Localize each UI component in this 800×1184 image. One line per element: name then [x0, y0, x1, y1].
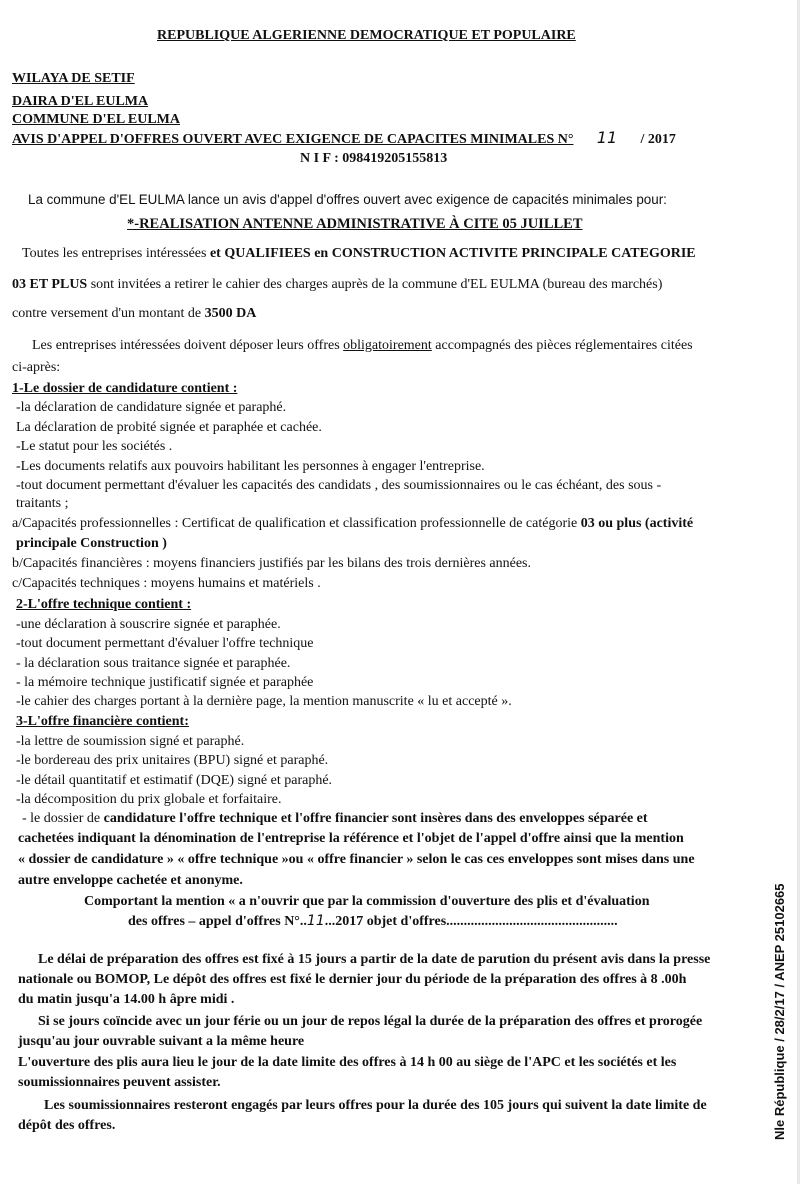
section3-item: -la lettre de soumission signé et paraphé.: [16, 734, 245, 749]
intro-text: La commune d'EL EULMA lance un avis d'appel d'offres ouvert avec exigence de capacités minimales pour:: [28, 192, 667, 207]
invitation-line-1: [22, 245, 696, 262]
avis-number-handwritten: 11: [596, 128, 618, 147]
envelopes-text-bold: candidature l'offre technique et l'offre financier sont insères dans des enveloppes séparée et: [103, 811, 648, 826]
delay-line-7: soumissionnaires peuvent assister.: [18, 1075, 221, 1090]
invitation-line-3: [12, 305, 256, 322]
delay-line-1: Le délai de préparation des offres est fixé à 15 jours a partir de la date de parution du présent avis dans la presse: [38, 952, 711, 967]
requirements-text-2: accompagnés des pièces réglementaires citées: [431, 338, 693, 353]
section2-item: -tout document permettant d'évaluer l'offre technique: [16, 636, 314, 651]
section3-title: 3-L'offre financière contient:: [16, 714, 189, 729]
side-publication-note: Nle République / 28/2/17 / ANEP 25102665: [772, 883, 787, 1140]
section1-title: 1-Le dossier de candidature contient :: [12, 381, 238, 396]
requirements-line-2: ci-après:: [12, 360, 61, 375]
delay-line-9: dépôt des offres.: [18, 1118, 116, 1133]
commune: COMMUNE D'EL EULMA: [12, 112, 180, 127]
envelopes-line-1: [22, 810, 648, 827]
capacity-financial: b/Capacités financières : moyens financiers justifiés par les bilans des trois dernières années.: [12, 556, 531, 571]
section1-item: -tout document permettant d'évaluer les capacités des candidats , des soumissionnaires ou le cas échéant, des sous -: [16, 478, 662, 493]
requirements-text: Les entreprises intéressées doivent déposer leurs offres: [32, 338, 344, 353]
capacity-professional-text: a/Capacités professionnelles : Certificat de qualification et classification professionnelle de catégorie: [12, 516, 581, 531]
section1-item: -Les documents relatifs aux pouvoirs habilitant les personnes à engager l'entreprise.: [16, 459, 485, 474]
wilaya: WILAYA DE SETIF: [12, 71, 135, 86]
invitation-qualification: et QUALIFIEES en CONSTRUCTION ACTIVITE PRINCIPALE CATEGORIE: [209, 246, 696, 261]
avis-title: [12, 129, 676, 148]
section1-item: -Le statut pour les sociétés .: [16, 439, 173, 454]
invitation-line-2: [12, 276, 662, 293]
daira: DAIRA D'EL EULMA: [12, 94, 149, 109]
section3-item: -la décomposition du prix globale et forfaitaire.: [16, 792, 282, 807]
delay-line-4: Si se jours coïncide avec un jour férie ou un jour de repos légal la durée de la préparation des offres et prorogée: [38, 1014, 703, 1029]
mention-text-2: ...2017 objet d'offres.................................................: [324, 914, 618, 929]
envelopes-line-4: autre enveloppe cachetée et anonyme.: [18, 873, 243, 888]
delay-line-3: du matin jusqu'a 14.00 h âpre midi .: [18, 992, 235, 1007]
invitation-amount: 3500 DA: [204, 306, 257, 321]
republic-title: REPUBLIQUE ALGERIENNE DEMOCRATIQUE ET POPULAIRE: [157, 28, 576, 43]
requirements-emphasis: obligatoirement: [343, 338, 432, 353]
envelopes-text: - le dossier de: [22, 811, 104, 826]
section2-title: 2-L'offre technique contient :: [16, 597, 192, 612]
avis-year: / 2017: [640, 132, 676, 147]
section1-item: traitants ;: [16, 496, 69, 511]
section2-item: -le cahier des charges portant à la dernière page, la mention manuscrite « lu et accepté ».: [16, 694, 512, 709]
envelopes-line-2: cachetées indiquant la dénomination de l'entreprise la référence et l'objet de l'appel d'offre ainsi que la mention: [18, 831, 684, 846]
requirements-line-1: [32, 337, 693, 354]
invitation-text-2: sont invitées a retirer le cahier des charges auprès de la commune d'EL EULMA (bureau des marchés): [87, 277, 663, 292]
section1-item: La déclaration de probité signée et paraphée et cachée.: [16, 420, 322, 435]
mention-line-2: [128, 913, 618, 930]
capacity-professional-category: 03 ou plus (activité: [580, 516, 694, 531]
section2-item: - la mémoire technique justificatif signée et paraphée: [16, 675, 314, 690]
invitation-text: Toutes les entreprises intéressées: [22, 246, 210, 261]
capacity-professional-cont: principale Construction ): [16, 536, 167, 551]
capacity-technical: c/Capacités techniques : moyens humains et matériels .: [12, 576, 321, 591]
invitation-text-3: contre versement d'un montant de: [12, 306, 205, 321]
delay-line-5: jusqu'au jour ouvrable suivant a la même heure: [18, 1034, 305, 1049]
project-title: *-REALISATION ANTENNE ADMINISTRATIVE À CITE 05 JUILLET: [127, 216, 583, 232]
section3-item: -le bordereau des prix unitaires (BPU) signé et paraphé.: [16, 753, 329, 768]
envelopes-line-3: « dossier de candidature » « offre technique »ou « offre financier » selon le cas ces enveloppes sont mises dans une: [18, 852, 695, 867]
section1-item: -la déclaration de candidature signée et paraphé.: [16, 400, 287, 415]
avis-label: AVIS D'APPEL D'OFFRES OUVERT AVEC EXIGENCE DE CAPACITES MINIMALES N°: [12, 132, 574, 147]
delay-line-6: L'ouverture des plis aura lieu le jour de la date limite des offres à 14 h 00 au siège de l'APC et les sociétés et les: [18, 1055, 677, 1070]
section2-item: -une déclaration à souscrire signée et paraphée.: [16, 617, 281, 632]
nif: N I F : 098419205155813: [300, 151, 448, 166]
mention-number-handwritten: 11: [306, 913, 325, 929]
section3-item: -le détail quantitatif et estimatif (DQE) signé et paraphé.: [16, 773, 333, 788]
mention-text: des offres – appel d'offres N°..: [128, 914, 307, 929]
capacity-professional: [12, 515, 693, 532]
delay-line-2: nationale ou BOMOP, Le dépôt des offres est fixé le dernier jour du période de la préparation des offres à 8 .00h: [18, 972, 687, 987]
mention-line-1: Comportant la mention « a n'ouvrir que par la commission d'ouverture des plis et d'évaluation: [84, 894, 650, 909]
section2-item: - la déclaration sous traitance signée et paraphée.: [16, 656, 291, 671]
delay-line-8: Les soumissionnaires resteront engagés par leurs offres pour la durée des 105 jours qui suivent la date limite de: [44, 1098, 707, 1113]
invitation-category: 03 ET PLUS: [12, 277, 88, 292]
